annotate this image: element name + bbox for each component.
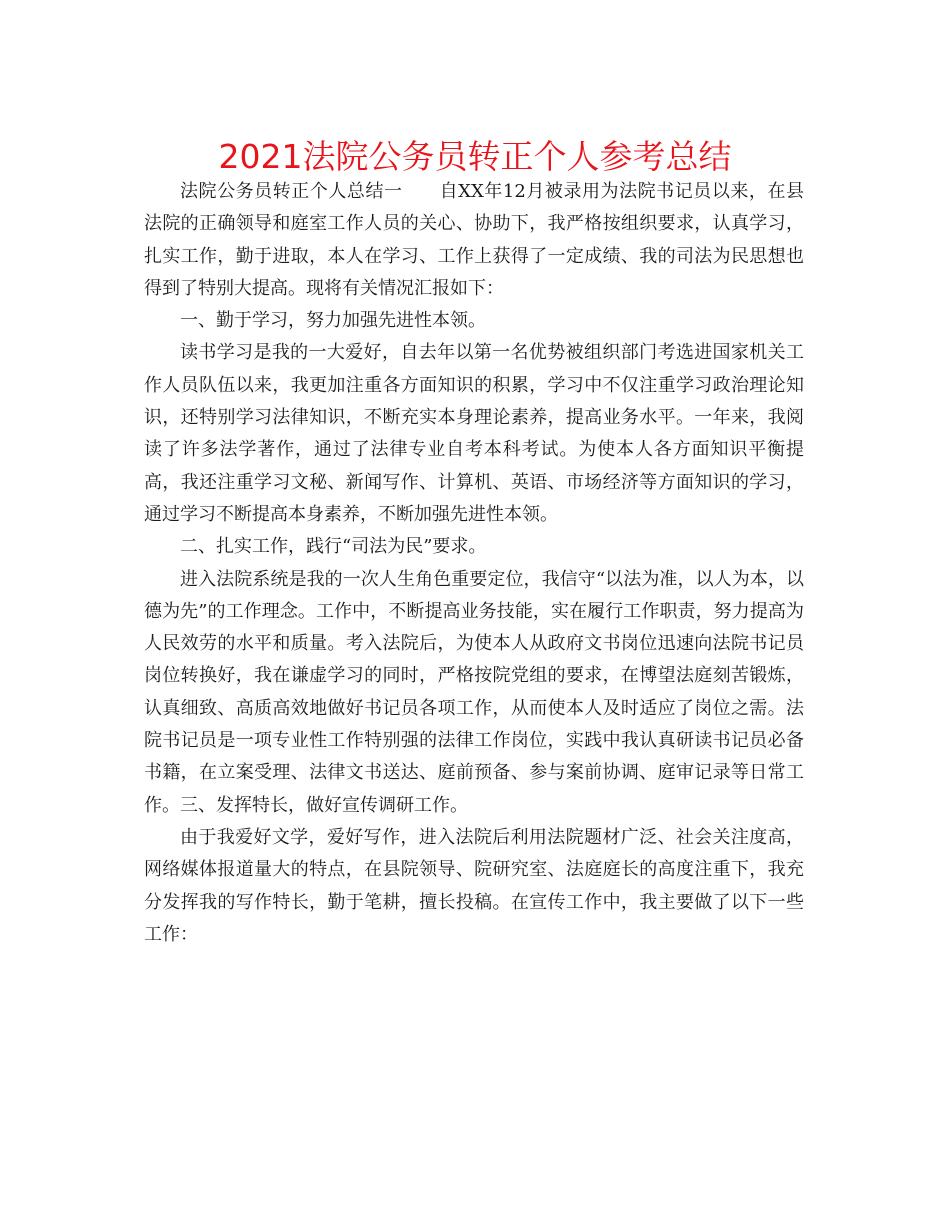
document-title: 2021法院公务员转正个人参考总结 [218,137,732,176]
section-heading-1: 一、勤于学习，努力加强先进性本领。 [180,310,486,332]
document-body [144,176,804,951]
section-heading-2: 二、扎实工作，践行“司法为民”要求。 [180,536,487,558]
paragraph-work: 进入法院系统是我的一次人生角色重要定位，我信守“以法为准，以人为本，以德为先”的工作理念。工作中，不断提高业务技能，实在履行工作职责，努力提高为人民效劳的水平和质量。考入法院后，为使本人从政府文书岗位迅速向法院书记员岗位转换好，我在谦虚学习的同时，严格按院党组的要求，在博望法庭刻苦锻炼，认真细致、高质高效地做好书记员各项工作，从而使本人及时适应了岗位之需。法院书记员是一项专业性工作特别强的法律工作岗位，实践中我认真研读书记员必备书籍，在立案受理、法律文书送达、庭前预备、参与案前协调、庭审记录等日常工作。三、发挥特长，做好宣传调研工作。 [144,568,804,816]
paragraph-study: 读书学习是我的一大爱好，自去年以第一名优势被组织部门考选进国家机关工作人员队伍以来，我更加注重各方面知识的积累，学习中不仅注重学习政治理论知识，还特别学习法律知识，不断充实本身理论素养，提高业务水平。一年来，我阅读了许多法学著作，通过了法律专业自考本科考试。为使本人各方面知识平衡提高，我还注重学习文秘、新闻写作、计算机、英语、市场经济等方面知识的学习，通过学习不断提高本身素养，不断加强先进性本领。 [144,342,804,525]
paragraph-intro: 法院公务员转正个人总结一 自XX年12月被录用为法院书记员以来，在县法院的正确领导和庭室工作人员的关心、协助下，我严格按组织要求，认真学习，扎实工作，勤于进取，本人在学习、工作上获得了一定成绩、我的司法为民思想也得到了特别大提高。现将有关情况汇报如下： [144,181,804,299]
paragraph-publicity: 由于我爱好文学，爱好写作，进入法院后利用法院题材广泛、社会关注度高，网络媒体报道量大的特点，在县院领导、院研究室、法庭庭长的高度注重下，我充分发挥我的写作特长，勤于笔耕，擅长投稿。在宣传工作中，我主要做了以下一些工作： [144,826,804,945]
